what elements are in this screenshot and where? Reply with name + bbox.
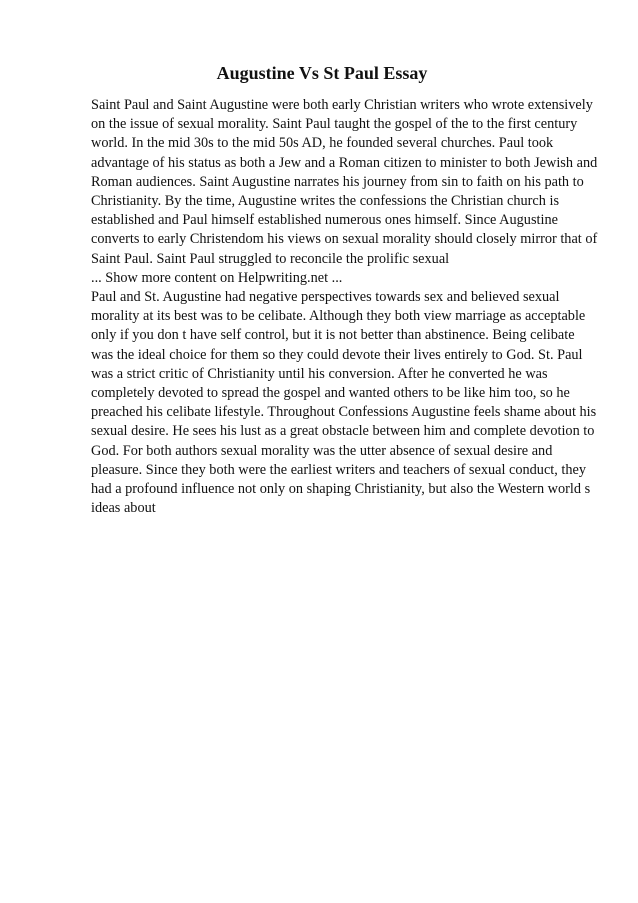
document-title: Augustine Vs St Paul Essay: [216, 63, 428, 83]
show-more-link[interactable]: ... Show more content on Helpwriting.net ...: [91, 269, 343, 286]
paragraph-body: Paul and St. Augustine had negative perspectives towards sex and believed sexual morality at its best was to be celibate. Although they both view marriage as acceptable only if you don t have self control, but it is not better than abstinence. Being celibate was the ideal choice for them so they could devote their lives entirely to God. St. Paul was a strict critic of Christianity until his conversion. After he converted he was completely devoted to spread the gospel and wanted others to be like him too, so he preached his celibate lifestyle. Throughout Confessions Augustine feels shame about his sexual desire. He sees his lust as a great obstacle between him and complete devotion to God. For both authors sexual morality was the utter absence of sexual desire and pleasure. Since they both were the earliest writers and teachers of sexual conduct, they had a profound influence not only on shaping Christianity, but also the Western world s ideas about: [91, 289, 597, 517]
paragraph-intro: Saint Paul and Saint Augustine were both early Christian writers who wrote extensively on the issue of sexual morality. Saint Paul taught the gospel of the to the first century world. In the mid 30s to the mid 50s AD, he founded several churches. Paul took advantage of his status as both a Jew and a Roman citizen to minister to both Jewish and Roman audiences. Saint Augustine narrates his journey from sin to faith on his path to Christianity. By the time, Augustine writes the confessions the Christian church is established and Paul himself established numerous ones himself. Since Augustine converts to early Christendom his views on sexual morality should closely mirror that of Saint Paul. Saint Paul struggled to reconcile the prolific sexual: [91, 97, 598, 267]
